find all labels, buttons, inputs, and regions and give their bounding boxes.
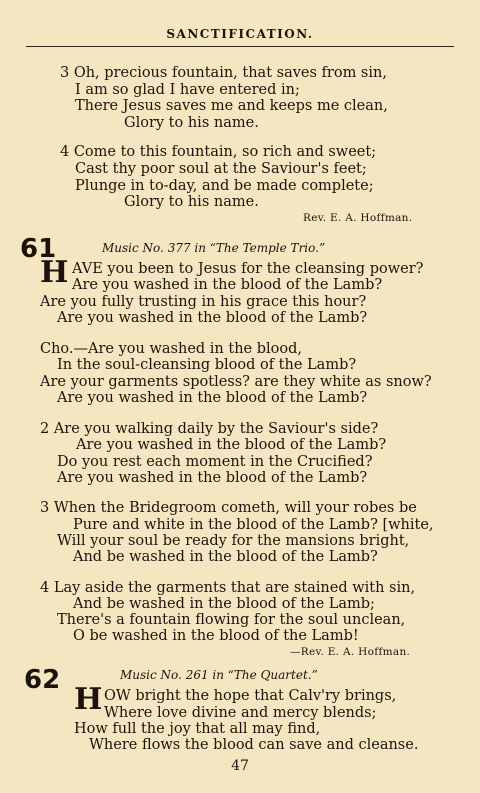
hymn-61-v4-line4: O be washed in the blood of the Lamb!: [73, 628, 359, 644]
prev-v3-line4: Glory to his name.: [124, 115, 259, 131]
hymn-61-v3-line4: And be washed in the blood of the Lamb?: [73, 549, 378, 565]
hymn-61-v3-line3: Will your soul be ready for the mansions bright,: [57, 533, 410, 549]
hymn-61-dropcap: H: [40, 255, 69, 290]
hymn-61-author: —Rev. E. A. Hoffman.: [290, 646, 411, 658]
hymn-61-v3-line2: Pure and white in the blood of the Lamb? [white,: [73, 517, 434, 533]
hymn-61-v1-line1: AVE you been to Jesus for the cleansing power?: [72, 261, 424, 277]
hymn-61-v4-line3: There's a fountain flowing for the soul unclean,: [57, 612, 406, 628]
hymn-62-music-ref: Music No. 261 in “The Quartet.”: [120, 668, 318, 682]
hymn-62-v1-line2: Where love divine and mercy blends;: [104, 705, 377, 721]
prev-v3-line3: There Jesus saves me and keeps me clean,: [75, 98, 388, 114]
prev-v4-line3: Plunge in to-day, and be made complete;: [75, 178, 374, 194]
hymn-61-v2-line2: Are you washed in the blood of the Lamb?: [76, 437, 387, 453]
hymn-61-v4-line1: 4 Lay aside the garments that are stained with sin,: [40, 580, 416, 596]
hymn-61-music-ref: Music No. 377 in “The Temple Trio.”: [102, 241, 326, 255]
hymn-62-v1-line1: OW bright the hope that Calv'ry brings,: [104, 688, 397, 704]
header-rule: [26, 46, 454, 47]
hymn-62-v1-line4: Where flows the blood can save and cleanse.: [89, 737, 419, 753]
prev-v4-line1: 4 Come to this fountain, so rich and sweet;: [60, 144, 377, 160]
running-header: SANCTIFICATION.: [166, 27, 314, 41]
hymn-61-v1-line2: Are you washed in the blood of the Lamb?: [72, 277, 383, 293]
hymn-61-v1-line3: Are you fully trusting in his grace this hour?: [40, 294, 367, 310]
page-number: 47: [231, 758, 249, 774]
hymn-61-v1-line4: Are you washed in the blood of the Lamb?: [57, 310, 368, 326]
hymn-61-v2-line1: 2 Are you walking daily by the Saviour's side?: [40, 421, 379, 437]
hymn-62-number: 62: [24, 665, 61, 695]
hymn-61-chorus-line1: Cho.—Are you washed in the blood,: [40, 341, 302, 357]
prev-v3-line1: 3 Oh, precious fountain, that saves from sin,: [60, 65, 387, 81]
hymn-62-dropcap: H: [74, 682, 103, 717]
hymn-61-chorus-line2: In the soul-cleansing blood of the Lamb?: [57, 357, 357, 373]
prev-v4-line2: Cast thy poor soul at the Saviour's feet;: [75, 161, 367, 177]
hymn-61-chorus-line3: Are your garments spotless? are they white as snow?: [40, 374, 432, 390]
hymn-61-v4-line2: And be washed in the blood of the Lamb;: [73, 596, 375, 612]
hymn-62-v1-line3: How full the joy that all may find,: [74, 721, 321, 737]
hymn-61-number: 61: [20, 234, 57, 264]
hymn-61-v2-line4: Are you washed in the blood of the Lamb?: [57, 470, 368, 486]
hymn-61-v3-line1: 3 When the Bridegroom cometh, will your robes be: [40, 500, 417, 516]
hymn-61-chorus-line4: Are you washed in the blood of the Lamb?: [57, 390, 368, 406]
prev-hymn-author: Rev. E. A. Hoffman.: [303, 212, 413, 224]
prev-v4-line4: Glory to his name.: [124, 194, 259, 210]
prev-v3-line2: I am so glad I have entered in;: [75, 82, 300, 98]
hymn-61-v2-line3: Do you rest each moment in the Crucified?: [57, 454, 373, 470]
